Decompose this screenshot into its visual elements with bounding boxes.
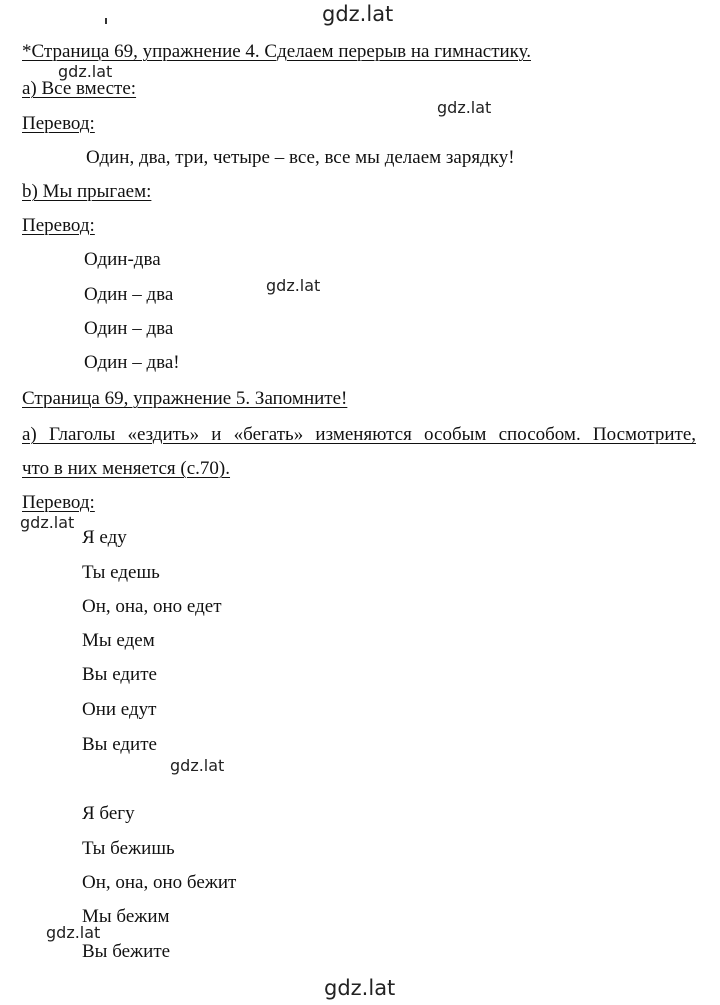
translation-label: Перевод: bbox=[22, 492, 95, 513]
exercise5-title: Страница 69, упражнение 5. Запомните! bbox=[22, 388, 348, 409]
translation-label: Перевод: bbox=[22, 215, 95, 236]
watermark: gdz.lat bbox=[266, 276, 321, 295]
watermark-top: gdz.lat bbox=[322, 2, 394, 26]
watermark: gdz.lat bbox=[170, 756, 225, 775]
verb-form: Ты бежишь bbox=[82, 838, 175, 859]
verb-form: Я еду bbox=[82, 527, 127, 548]
verb-form: Они едут bbox=[82, 699, 157, 720]
verb-form: Вы едите bbox=[82, 734, 157, 755]
verb-form: Ты едешь bbox=[82, 562, 160, 583]
chant-line: Один – два bbox=[84, 284, 174, 305]
watermark: gdz.lat bbox=[20, 513, 75, 532]
chant-line: Один – два bbox=[84, 318, 174, 339]
verb-form: Вы бежите bbox=[82, 941, 171, 962]
verb-form: Мы бежим bbox=[82, 906, 170, 927]
verb-form: Я бегу bbox=[82, 803, 135, 824]
watermark-bottom: gdz.lat bbox=[324, 976, 396, 1000]
watermark: gdz.lat bbox=[437, 98, 492, 117]
exercise4-part-a-text: Один, два, три, четыре – все, все мы делаем зарядку! bbox=[86, 147, 515, 168]
chant-line: Один-два bbox=[84, 249, 161, 270]
exercise4-part-a-heading: a) Все вместе: bbox=[22, 78, 137, 99]
translation-label: Перевод: bbox=[22, 113, 95, 134]
verb-form: Мы едем bbox=[82, 630, 155, 651]
watermark: gdz.lat bbox=[58, 62, 113, 81]
verb-form: Вы едите bbox=[82, 664, 157, 685]
scan-mark bbox=[105, 18, 107, 24]
verb-form: Он, она, оно едет bbox=[82, 596, 222, 617]
exercise4-title: *Страница 69, упражнение 4. Сделаем перерыв на гимнастику. bbox=[22, 41, 531, 62]
chant-line: Один – два! bbox=[84, 352, 180, 373]
exercise4-part-b-heading: b) Мы прыгаем: bbox=[22, 181, 152, 202]
watermark: gdz.lat bbox=[46, 923, 101, 942]
verb-form: Он, она, оно бежит bbox=[82, 872, 237, 893]
exercise5-intro-line1: а) Глаголы «ездить» и «бегать» изменяются особым способом. Посмотрите, bbox=[22, 424, 696, 445]
exercise5-intro-line2: что в них меняется (с.70). bbox=[22, 458, 231, 479]
